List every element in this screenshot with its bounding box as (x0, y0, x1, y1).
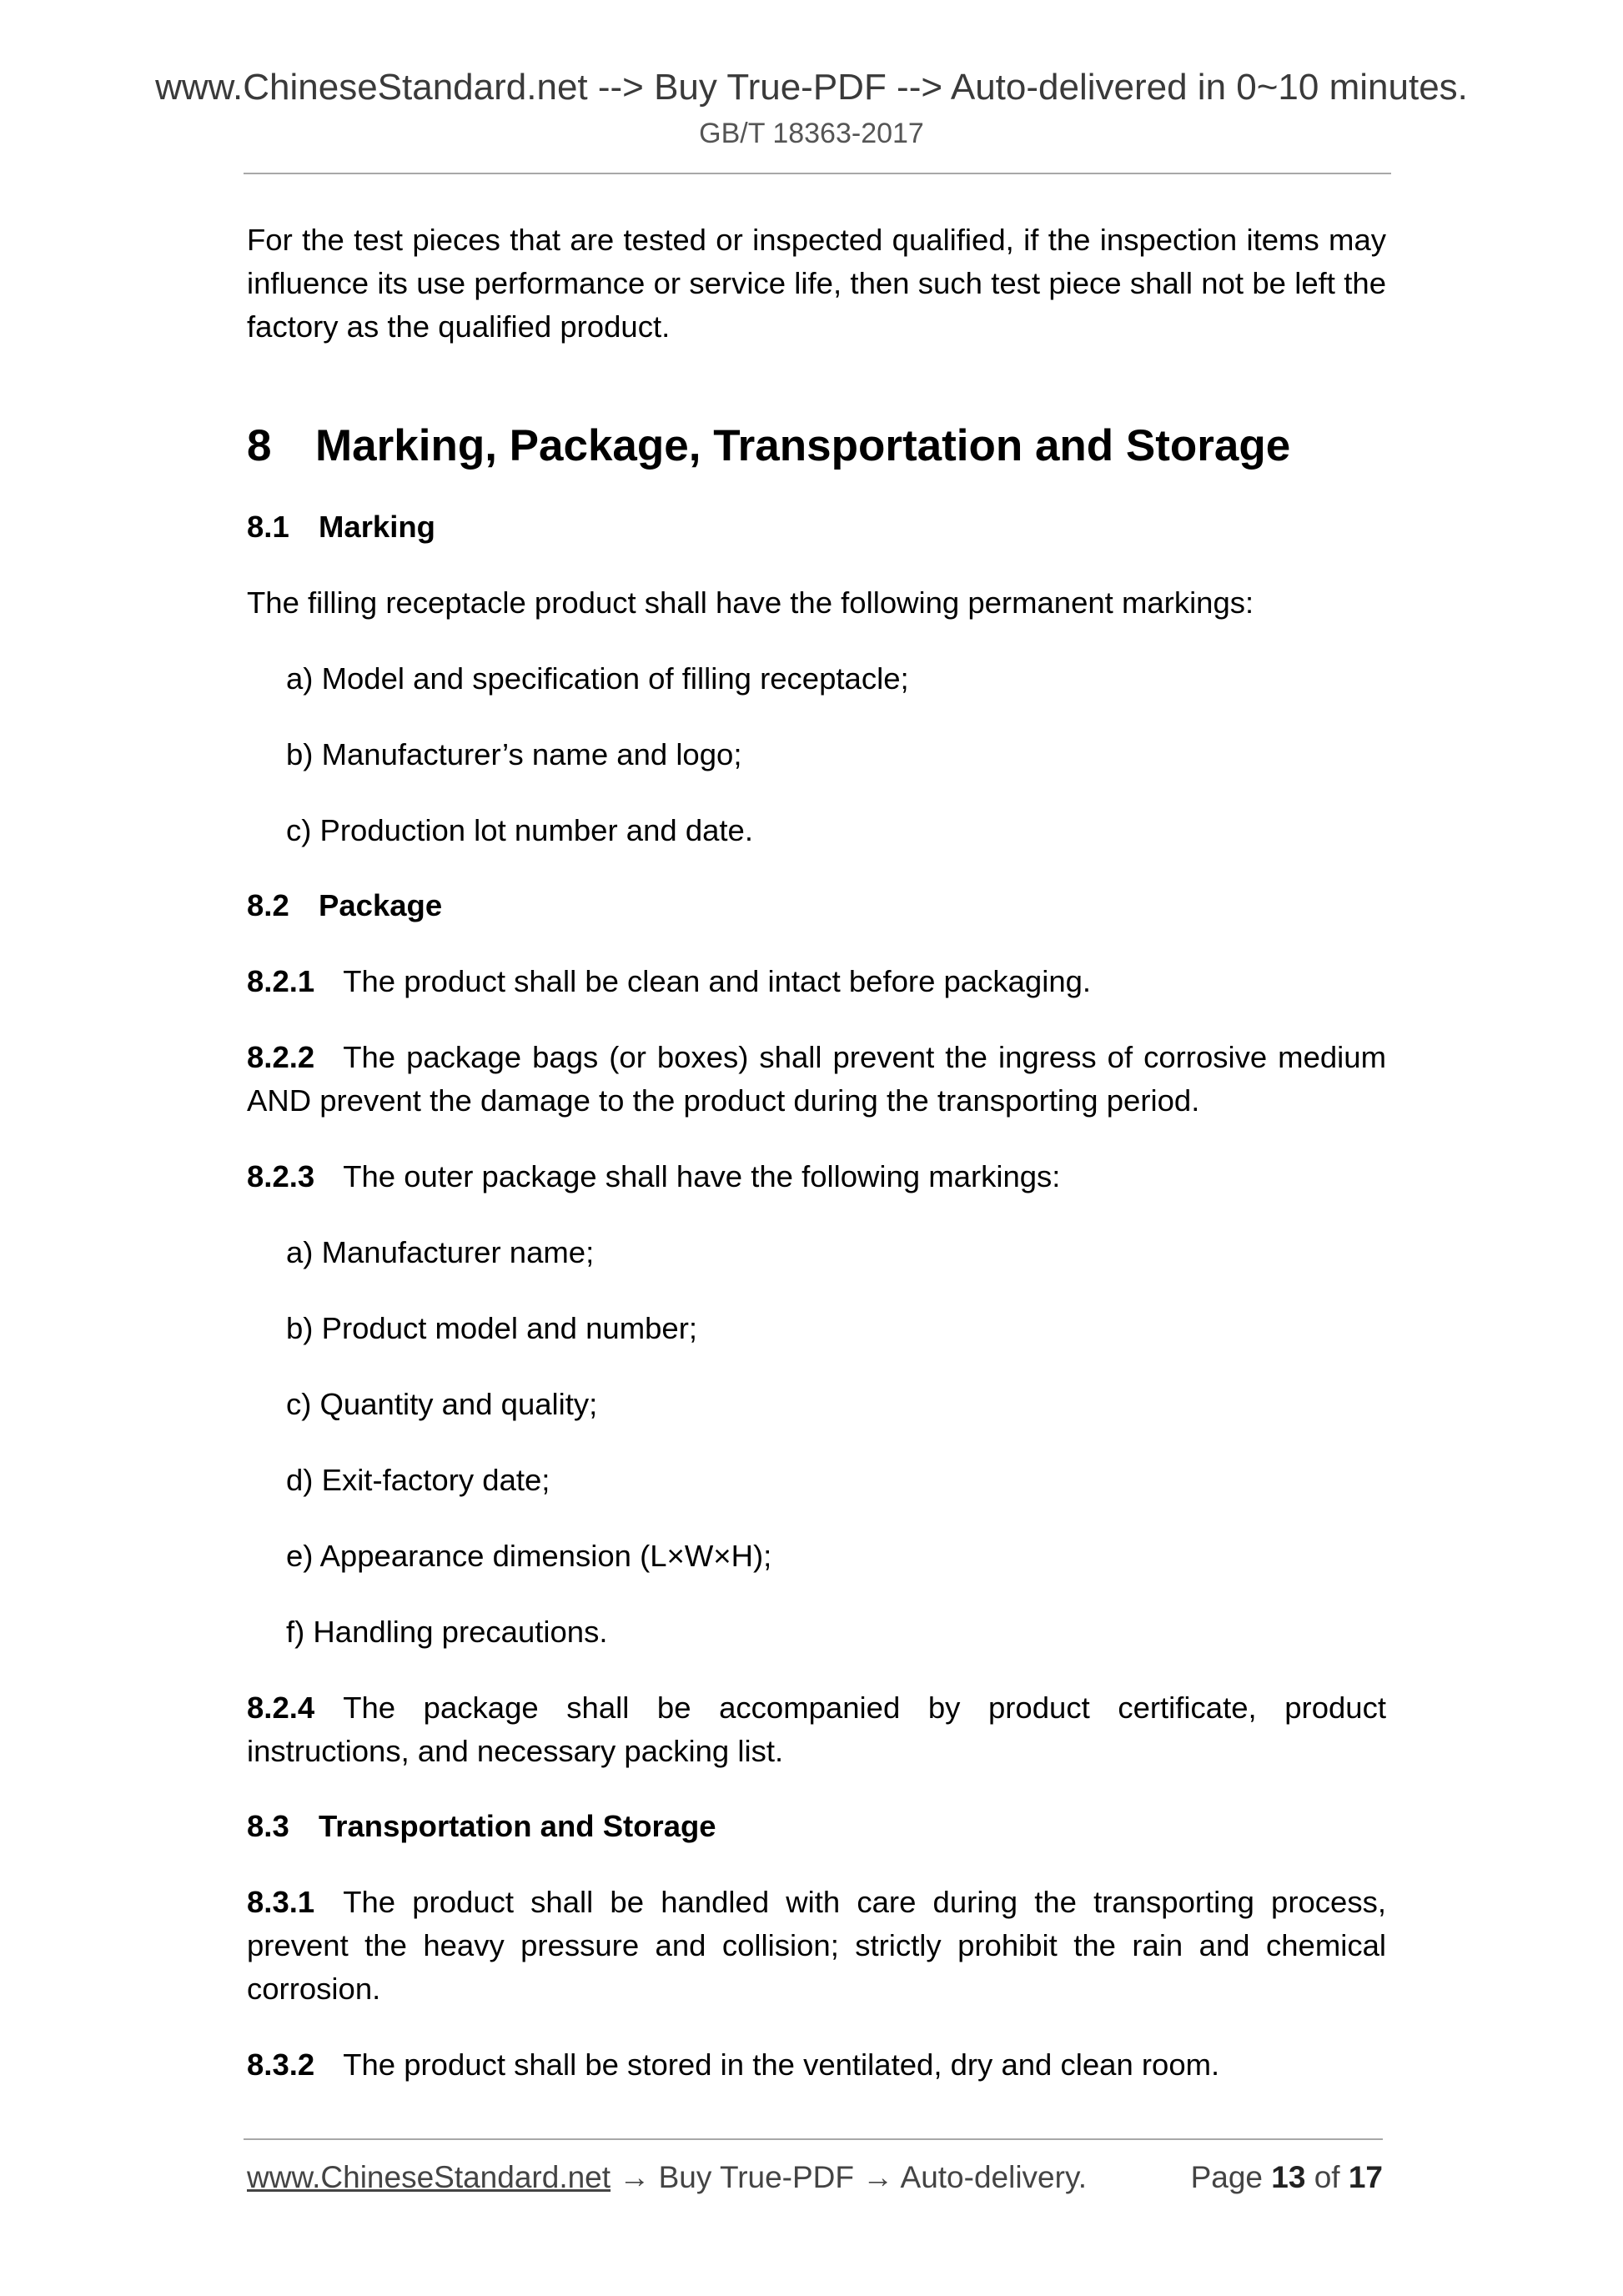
section-8-1-heading (247, 505, 1386, 549)
section-8-3-heading (247, 1805, 1386, 1848)
clause-8-2-1-text: The product shall be clean and intact before packaging. (343, 964, 1092, 998)
section-8-2-heading (247, 884, 1386, 927)
page-label: Page (1190, 2160, 1263, 2194)
package-item-e: e) Appearance dimension (L×W×H); (286, 1539, 772, 1573)
marking-intro: The filling receptacle product shall have the following permanent markings: (247, 585, 1254, 620)
section-8-heading (247, 417, 1386, 475)
section-8-3-title: Transportation and Storage (319, 1809, 716, 1843)
package-item-a: a) Manufacturer name; (286, 1235, 595, 1269)
package-item-d: d) Exit-factory date; (286, 1463, 550, 1497)
header-banner: www.ChineseStandard.net --> Buy True-PDF --> Auto-delivered in 0~10 minutes. (155, 67, 1468, 108)
clause-8-3-1-number: 8.3.1 (247, 1885, 315, 1919)
section-8-1-title: Marking (319, 510, 435, 544)
page-number: 13 (1271, 2160, 1306, 2194)
document-body (247, 219, 1386, 2087)
clause-8-2-2-number: 8.2.2 (247, 1040, 315, 1074)
section-8-number: 8 (247, 421, 272, 470)
document-code: GB/T 18363-2017 (699, 118, 924, 149)
clause-8-2-1 (247, 960, 1386, 1003)
clause-8-2-3-text: The outer package shall have the following markings: (343, 1159, 1061, 1193)
footer-site-link[interactable]: www.ChineseStandard.net (247, 2160, 611, 2194)
clause-8-3-1 (247, 1881, 1386, 2011)
clause-8-3-2-number: 8.3.2 (247, 2047, 315, 2082)
clause-8-3-1-text: The product shall be handled with care during the transporting process, prevent the heavy pressure and collision; strictly prohibit the rain and chemical corrosion. (247, 1885, 1386, 2006)
marking-item-b: b) Manufacturer’s name and logo; (286, 737, 742, 771)
clause-8-2-3 (247, 1155, 1386, 1198)
page-of-label: of (1314, 2160, 1340, 2194)
clause-8-2-4-text: The package shall be accompanied by product certificate, product instructions, and necessary packing list. (247, 1691, 1386, 1768)
package-item-c: c) Quantity and quality; (286, 1387, 598, 1421)
clause-8-2-4-number: 8.2.4 (247, 1691, 315, 1725)
marking-item-c: c) Production lot number and date. (286, 813, 753, 847)
section-8-title: Marking, Package, Transportation and Storage (315, 421, 1291, 470)
package-item-f: f) Handling precautions. (286, 1615, 608, 1649)
clause-8-3-2-text: The product shall be stored in the ventilated, dry and clean room. (343, 2047, 1220, 2082)
section-8-2-title: Package (319, 888, 443, 922)
clause-8-2-1-number: 8.2.1 (247, 964, 315, 998)
marking-item-a: a) Model and specification of filling receptacle; (286, 661, 909, 696)
clause-8-3-2 (247, 2043, 1386, 2087)
clause-8-2-2-text: The package bags (or boxes) shall prevent the ingress of corrosive medium AND prevent the damage to the product during the transporting period. (247, 1040, 1386, 1118)
clause-8-2-2 (247, 1036, 1386, 1123)
section-8-2-number: 8.2 (247, 888, 289, 922)
page-footer (247, 2157, 1383, 2198)
page-total: 17 (1348, 2160, 1383, 2194)
footer-tagline: → Buy True-PDF → Auto-delivery. (611, 2160, 1087, 2194)
page-indicator (1191, 2157, 1383, 2198)
package-item-b: b) Product model and number; (286, 1311, 698, 1345)
section-8-3-number: 8.3 (247, 1809, 289, 1843)
header-divider (244, 173, 1391, 174)
clause-8-2-3-number: 8.2.3 (247, 1159, 315, 1193)
section-8-1-number: 8.1 (247, 510, 289, 544)
intro-paragraph: For the test pieces that are tested or inspected qualified, if the inspection items may influence its use performance or service life, then such test piece shall not be left the factory as the qualified product. (247, 223, 1386, 344)
clause-8-2-4 (247, 1686, 1386, 1773)
footer-divider (244, 2138, 1383, 2140)
